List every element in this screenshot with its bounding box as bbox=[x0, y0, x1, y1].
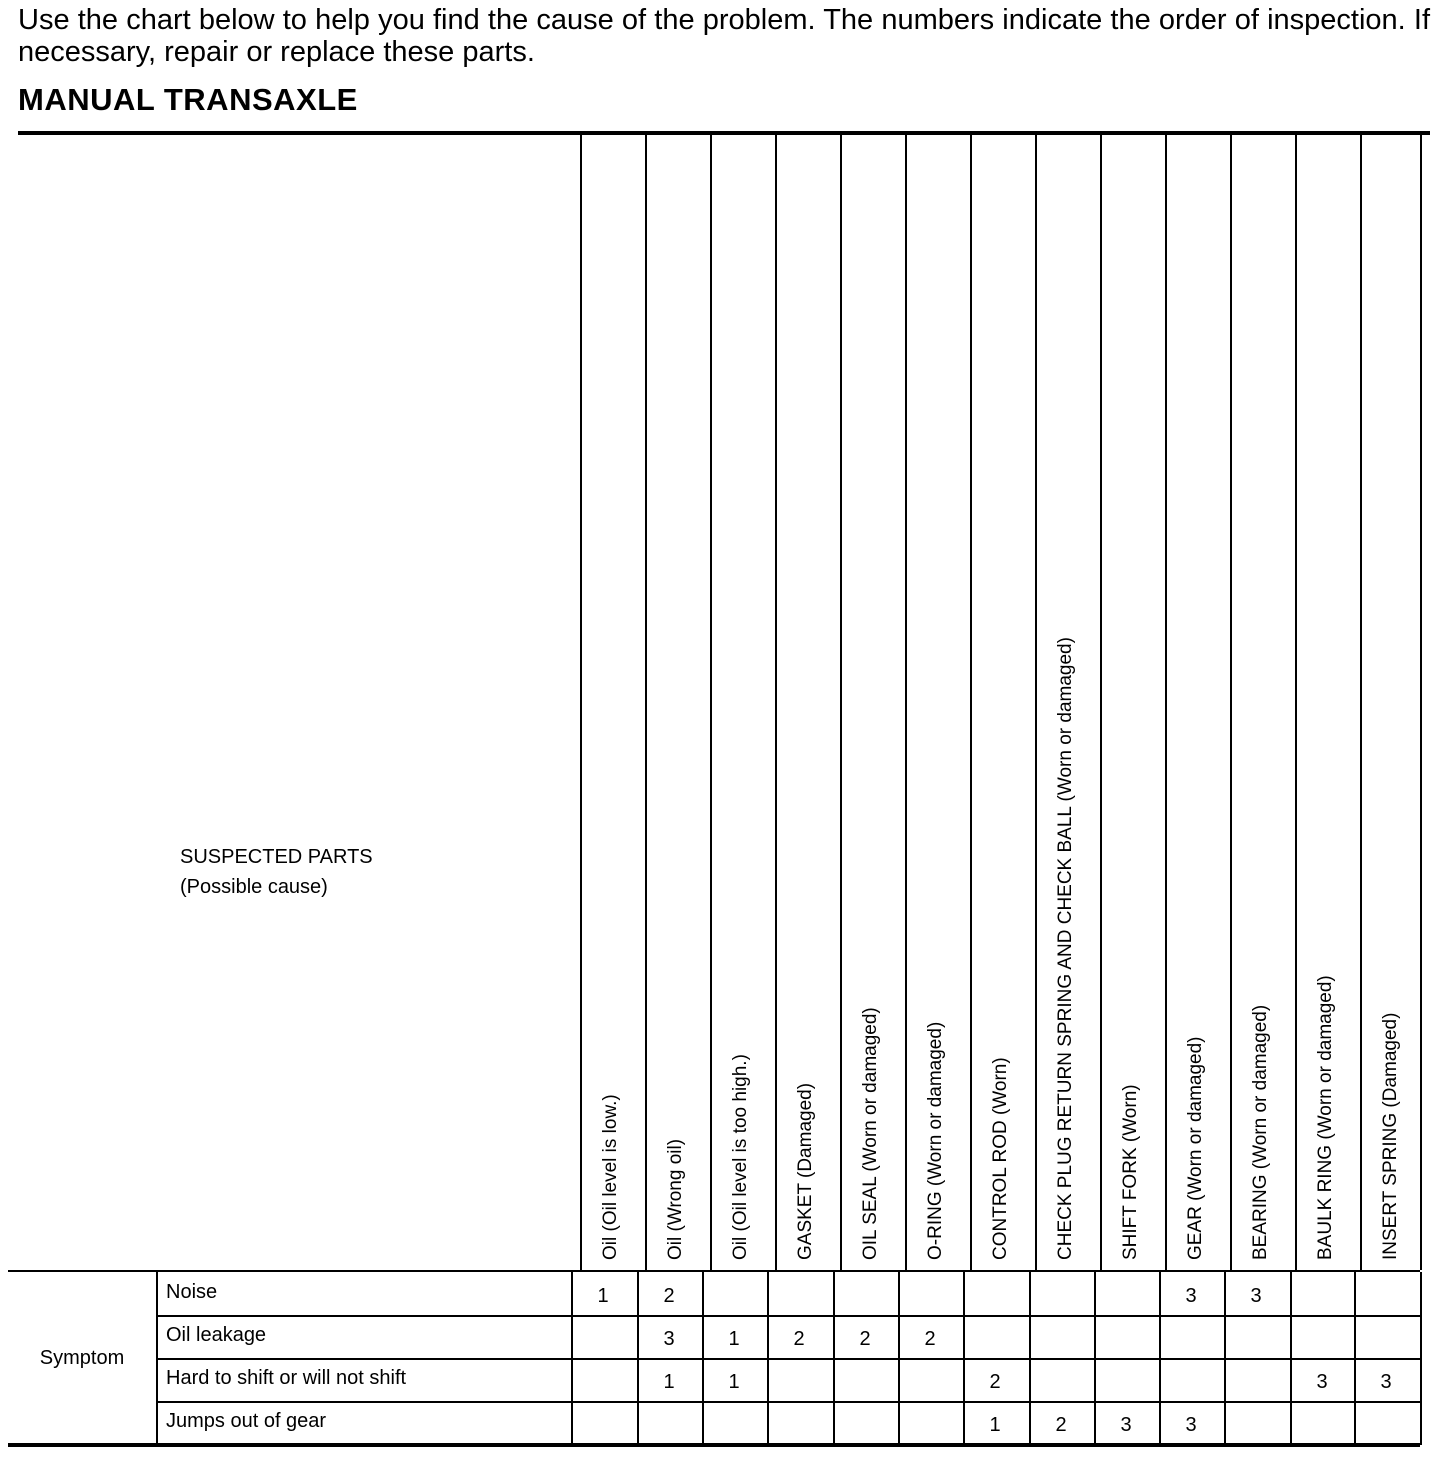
column-header-label: CONTROL ROD (Worn) bbox=[990, 1057, 1011, 1260]
body-column-divider bbox=[1420, 1272, 1422, 1445]
header-column-divider bbox=[645, 135, 647, 1270]
column-header-label: BEARING (Worn or damaged) bbox=[1250, 1004, 1271, 1260]
column-header-label: GASKET (Damaged) bbox=[795, 1082, 816, 1260]
column-header-label: CHECK PLUG RETURN SPRING AND CHECK BALL (Worn or damaged) bbox=[1055, 637, 1076, 1260]
header-column-divider bbox=[710, 135, 712, 1270]
header-column-divider bbox=[840, 135, 842, 1270]
inspection-order-cell: 1 bbox=[989, 1414, 1001, 1436]
inspection-order-cell: 1 bbox=[728, 1371, 740, 1393]
header-column-divider bbox=[1035, 135, 1037, 1270]
header-column-divider bbox=[1420, 135, 1422, 1270]
column-header-label: GEAR (Worn or damaged) bbox=[1185, 1036, 1206, 1260]
column-header-label: Oil (Oil level is too high.) bbox=[730, 1054, 751, 1260]
header-column-divider bbox=[775, 135, 777, 1270]
symptom-row-label: Jumps out of gear bbox=[166, 1410, 327, 1432]
column-header-label: SHIFT FORK (Worn) bbox=[1120, 1084, 1141, 1260]
symptom-row-label: Hard to shift or will not shift bbox=[166, 1367, 407, 1389]
header-column-divider bbox=[1100, 135, 1102, 1270]
header-column-divider bbox=[1230, 135, 1232, 1270]
inspection-order-cell: 3 bbox=[1316, 1371, 1328, 1393]
inspection-order-cell: 3 bbox=[663, 1328, 675, 1350]
header-column-divider bbox=[1165, 135, 1167, 1270]
row-separator bbox=[156, 1315, 1420, 1317]
bottom-rule bbox=[8, 1443, 1420, 1447]
inspection-order-cell: 2 bbox=[793, 1328, 805, 1350]
symptom-label: Symptom bbox=[39, 1347, 125, 1369]
possible-cause-label: (Possible cause) bbox=[180, 876, 328, 898]
header-column-divider bbox=[905, 135, 907, 1270]
inspection-order-cell: 1 bbox=[597, 1285, 609, 1307]
inspection-order-cell: 3 bbox=[1120, 1414, 1132, 1436]
inspection-order-cell: 3 bbox=[1250, 1285, 1262, 1307]
column-header-label: Oil (Oil level is low.) bbox=[600, 1094, 621, 1260]
inspection-order-cell: 3 bbox=[1185, 1414, 1197, 1436]
header-separator bbox=[8, 1270, 1420, 1272]
symptom-row-label: Noise bbox=[166, 1281, 218, 1303]
inspection-order-cell: 2 bbox=[859, 1328, 871, 1350]
header-column-divider bbox=[970, 135, 972, 1270]
inspection-order-cell: 2 bbox=[924, 1328, 936, 1350]
row-separator bbox=[156, 1358, 1420, 1360]
top-rule bbox=[18, 131, 1430, 135]
suspected-parts-header bbox=[180, 842, 373, 902]
intro-text: Use the chart below to help you find the cause of the problem. The numbers indicate the order of inspection. If necessary, repair or replace these parts. bbox=[18, 4, 1430, 68]
page-title: MANUAL TRANSAXLE bbox=[18, 82, 358, 117]
symptom-row-label: Oil leakage bbox=[166, 1324, 267, 1346]
column-header-label: BAULK RING (Worn or damaged) bbox=[1315, 975, 1336, 1260]
inspection-order-cell: 2 bbox=[1055, 1414, 1067, 1436]
inspection-order-cell: 3 bbox=[1380, 1371, 1392, 1393]
inspection-order-cell: 2 bbox=[989, 1371, 1001, 1393]
inspection-order-cell: 1 bbox=[728, 1328, 740, 1350]
column-header-label: INSERT SPRING (Damaged) bbox=[1380, 1012, 1401, 1260]
header-column-divider bbox=[1295, 135, 1297, 1270]
column-header-label: O-RING (Worn or damaged) bbox=[925, 1021, 946, 1260]
inspection-order-cell: 3 bbox=[1185, 1285, 1197, 1307]
column-header-label: Oil (Wrong oil) bbox=[665, 1138, 686, 1260]
header-column-divider bbox=[1360, 135, 1362, 1270]
column-header-label: OIL SEAL (Worn or damaged) bbox=[860, 1007, 881, 1260]
inspection-order-cell: 2 bbox=[663, 1285, 675, 1307]
inspection-order-cell: 1 bbox=[663, 1371, 675, 1393]
row-separator bbox=[156, 1401, 1420, 1403]
header-column-divider bbox=[580, 135, 582, 1270]
suspected-parts-label: SUSPECTED PARTS bbox=[180, 846, 373, 868]
